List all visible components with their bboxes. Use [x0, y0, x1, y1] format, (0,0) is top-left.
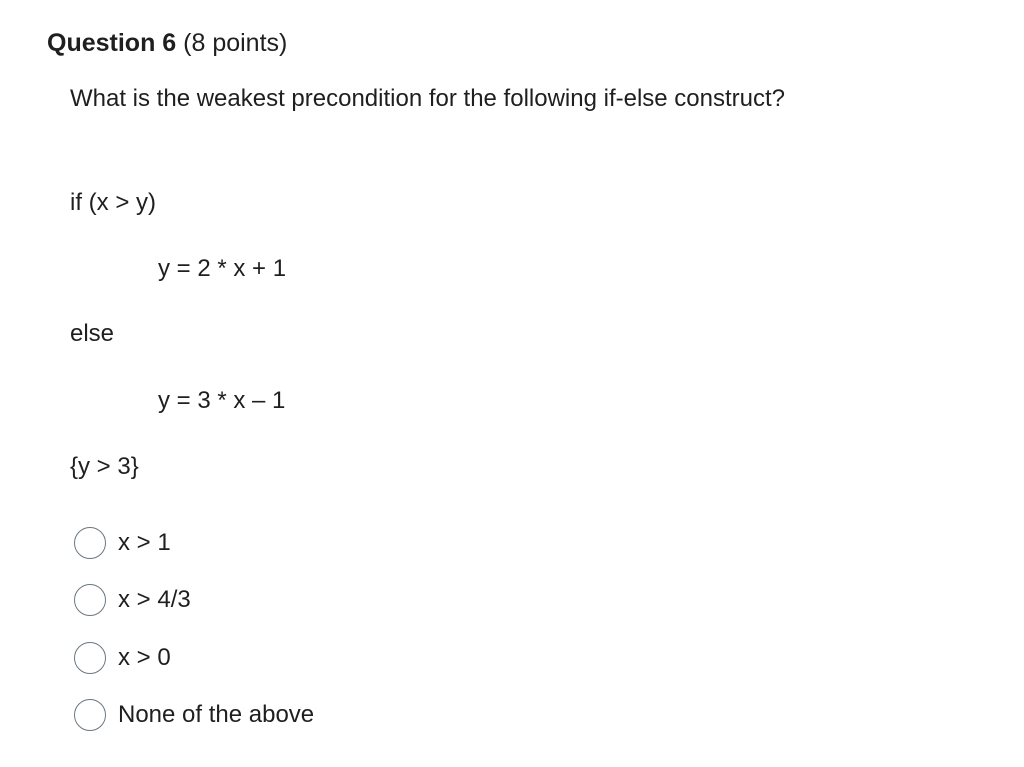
answer-option-label[interactable]: x > 4/3 — [118, 586, 191, 613]
answer-option-3[interactable] — [74, 640, 171, 676]
answer-option-2[interactable] — [74, 582, 191, 618]
radio-button[interactable] — [74, 584, 106, 616]
radio-button[interactable] — [74, 699, 106, 731]
code-else-line: else — [70, 320, 115, 347]
answer-option-label[interactable]: x > 1 — [118, 529, 171, 556]
question-points: (8 points) — [183, 29, 288, 57]
answer-option-label[interactable]: None of the above — [118, 701, 315, 728]
postcondition: {y > 3} — [70, 453, 139, 480]
answer-option-4[interactable] — [74, 697, 314, 733]
answer-option-label[interactable]: x > 0 — [118, 644, 171, 671]
code-else-statement: y = 3 * x – 1 — [158, 387, 286, 414]
radio-button[interactable] — [74, 527, 106, 559]
question-prompt: What is the weakest precondition for the following if-else construct? — [70, 85, 786, 112]
code-if-line: if (x > y) — [70, 189, 157, 216]
question-title: Question 6 — [47, 29, 177, 57]
radio-button[interactable] — [74, 642, 106, 674]
question-header — [47, 26, 287, 60]
code-then-statement: y = 2 * x + 1 — [158, 255, 287, 282]
answer-option-1[interactable] — [74, 525, 171, 561]
